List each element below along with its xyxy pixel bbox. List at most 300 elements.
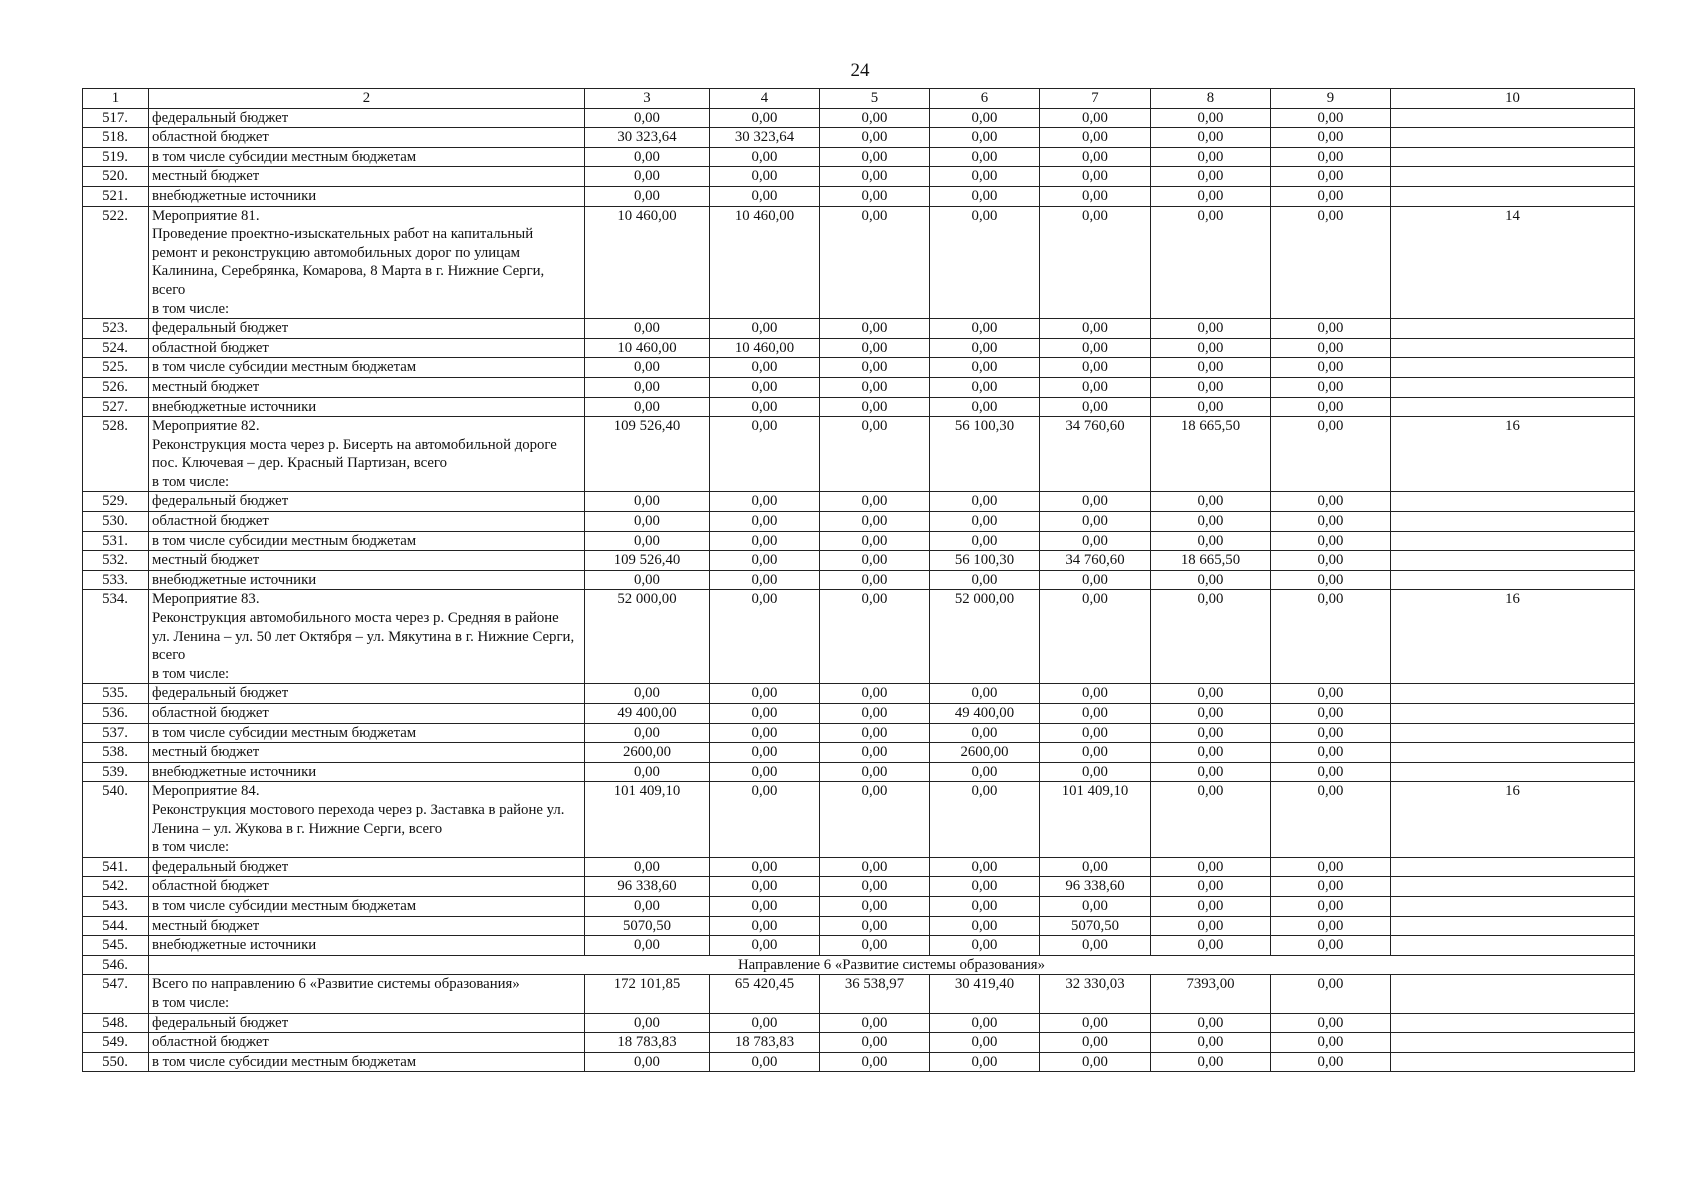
value-cell: 52 000,00 (585, 590, 710, 684)
reference-cell (1391, 916, 1635, 936)
reference-cell (1391, 1033, 1635, 1053)
value-cell: 0,00 (820, 1013, 930, 1033)
value-cell: 0,00 (710, 877, 820, 897)
row-number: 528. (83, 417, 149, 492)
value-cell: 0,00 (1040, 377, 1151, 397)
row-name: местный бюджет (149, 743, 585, 763)
value-cell: 0,00 (820, 857, 930, 877)
value-cell: 0,00 (930, 128, 1040, 148)
value-cell: 0,00 (930, 206, 1040, 319)
value-cell: 10 460,00 (585, 338, 710, 358)
value-cell: 0,00 (930, 684, 1040, 704)
value-cell: 0,00 (1271, 551, 1391, 571)
value-cell: 101 409,10 (585, 782, 710, 857)
column-header: 7 (1040, 89, 1151, 109)
value-cell: 0,00 (585, 723, 710, 743)
value-cell: 0,00 (820, 704, 930, 724)
row-name: местный бюджет (149, 377, 585, 397)
value-cell: 0,00 (1271, 936, 1391, 956)
table-row (83, 206, 1635, 319)
column-header: 8 (1151, 89, 1271, 109)
table-row (83, 762, 1635, 782)
value-cell: 0,00 (1271, 857, 1391, 877)
row-number: 549. (83, 1033, 149, 1053)
value-cell: 18 783,83 (585, 1033, 710, 1053)
reference-cell (1391, 108, 1635, 128)
reference-cell (1391, 492, 1635, 512)
table-row (83, 186, 1635, 206)
value-cell: 0,00 (820, 782, 930, 857)
value-cell: 0,00 (1151, 319, 1271, 339)
table-row (83, 590, 1635, 684)
value-cell: 0,00 (1040, 147, 1151, 167)
column-header: 4 (710, 89, 820, 109)
value-cell: 0,00 (820, 147, 930, 167)
value-cell: 0,00 (820, 338, 930, 358)
value-cell: 0,00 (585, 1052, 710, 1072)
reference-cell (1391, 319, 1635, 339)
value-cell: 0,00 (585, 492, 710, 512)
value-cell: 0,00 (585, 319, 710, 339)
row-name: Мероприятие 81. Проведение проектно-изыскательных работ на капитальный ремонт и реконструкцию автомобильных дорог по улицам Калинина, Серебрянка, Комарова, 8 Марта в г. Нижние Серги, всего в том числе: (149, 206, 585, 319)
value-cell: 0,00 (585, 531, 710, 551)
value-cell: 0,00 (710, 743, 820, 763)
value-cell: 5070,50 (1040, 916, 1151, 936)
value-cell: 0,00 (1040, 1033, 1151, 1053)
value-cell: 0,00 (1271, 743, 1391, 763)
value-cell: 49 400,00 (930, 704, 1040, 724)
row-number: 543. (83, 896, 149, 916)
row-name: Мероприятие 83. Реконструкция автомобильного моста через р. Средняя в районе ул. Ленина – ул. 50 лет Октября – ул. Мякутина в г. Нижние Серги, всего в том числе: (149, 590, 585, 684)
value-cell: 0,00 (820, 358, 930, 378)
table-row (83, 916, 1635, 936)
value-cell: 0,00 (1271, 206, 1391, 319)
row-number: 533. (83, 570, 149, 590)
value-cell: 0,00 (1040, 723, 1151, 743)
value-cell: 0,00 (1151, 338, 1271, 358)
row-number: 550. (83, 1052, 149, 1072)
value-cell: 0,00 (1271, 128, 1391, 148)
value-cell: 0,00 (1151, 492, 1271, 512)
row-name: в том числе субсидии местным бюджетам (149, 358, 585, 378)
value-cell: 0,00 (1151, 206, 1271, 319)
value-cell: 0,00 (710, 896, 820, 916)
value-cell: 0,00 (1271, 512, 1391, 532)
value-cell: 0,00 (1040, 531, 1151, 551)
reference-cell (1391, 147, 1635, 167)
budget-table (82, 88, 1635, 1072)
column-header: 1 (83, 89, 149, 109)
reference-cell (1391, 704, 1635, 724)
value-cell: 10 460,00 (585, 206, 710, 319)
value-cell: 0,00 (1151, 857, 1271, 877)
row-name: внебюджетные источники (149, 186, 585, 206)
value-cell: 0,00 (710, 531, 820, 551)
value-cell: 0,00 (930, 338, 1040, 358)
row-number: 520. (83, 167, 149, 187)
value-cell: 0,00 (930, 1052, 1040, 1072)
value-cell: 0,00 (1040, 590, 1151, 684)
value-cell: 0,00 (1271, 397, 1391, 417)
value-cell: 0,00 (1151, 590, 1271, 684)
value-cell: 0,00 (1151, 147, 1271, 167)
row-name: местный бюджет (149, 551, 585, 571)
value-cell: 0,00 (1040, 704, 1151, 724)
value-cell: 0,00 (1151, 512, 1271, 532)
reference-cell: 14 (1391, 206, 1635, 319)
row-number: 539. (83, 762, 149, 782)
value-cell: 18 665,50 (1151, 417, 1271, 492)
value-cell: 0,00 (710, 147, 820, 167)
value-cell: 56 100,30 (930, 551, 1040, 571)
table-row (83, 108, 1635, 128)
value-cell: 0,00 (930, 896, 1040, 916)
table-row (83, 531, 1635, 551)
value-cell: 0,00 (1271, 338, 1391, 358)
value-cell: 0,00 (1271, 108, 1391, 128)
value-cell: 0,00 (1040, 492, 1151, 512)
value-cell: 0,00 (820, 743, 930, 763)
value-cell: 0,00 (1271, 1033, 1391, 1053)
row-name: федеральный бюджет (149, 857, 585, 877)
value-cell: 0,00 (1151, 896, 1271, 916)
value-cell: 0,00 (930, 936, 1040, 956)
value-cell: 0,00 (1271, 877, 1391, 897)
row-name: в том числе субсидии местным бюджетам (149, 531, 585, 551)
row-number: 547. (83, 975, 149, 1013)
value-cell: 0,00 (1271, 704, 1391, 724)
value-cell: 0,00 (1040, 1013, 1151, 1033)
row-number: 548. (83, 1013, 149, 1033)
value-cell: 0,00 (930, 167, 1040, 187)
value-cell: 101 409,10 (1040, 782, 1151, 857)
value-cell: 0,00 (930, 108, 1040, 128)
value-cell: 0,00 (1151, 377, 1271, 397)
reference-cell (1391, 975, 1635, 1013)
row-name: в том числе субсидии местным бюджетам (149, 147, 585, 167)
value-cell: 0,00 (1151, 743, 1271, 763)
reference-cell: 16 (1391, 417, 1635, 492)
row-number: 529. (83, 492, 149, 512)
value-cell: 49 400,00 (585, 704, 710, 724)
value-cell: 2600,00 (585, 743, 710, 763)
value-cell: 0,00 (710, 936, 820, 956)
value-cell: 0,00 (820, 1033, 930, 1053)
table-row (83, 417, 1635, 492)
row-name: в том числе субсидии местным бюджетам (149, 723, 585, 743)
value-cell: 0,00 (1271, 358, 1391, 378)
reference-cell (1391, 684, 1635, 704)
value-cell: 0,00 (710, 762, 820, 782)
value-cell: 0,00 (585, 377, 710, 397)
value-cell: 0,00 (1151, 877, 1271, 897)
value-cell: 0,00 (820, 551, 930, 571)
value-cell: 0,00 (930, 319, 1040, 339)
value-cell: 0,00 (820, 377, 930, 397)
value-cell: 0,00 (1271, 723, 1391, 743)
value-cell: 0,00 (710, 684, 820, 704)
table-row (83, 1033, 1635, 1053)
value-cell: 0,00 (1271, 975, 1391, 1013)
row-number: 534. (83, 590, 149, 684)
value-cell: 0,00 (585, 896, 710, 916)
row-name: областной бюджет (149, 877, 585, 897)
value-cell: 0,00 (820, 108, 930, 128)
value-cell: 0,00 (1271, 684, 1391, 704)
value-cell: 0,00 (1271, 1013, 1391, 1033)
value-cell: 0,00 (710, 916, 820, 936)
row-number: 517. (83, 108, 149, 128)
value-cell: 0,00 (820, 397, 930, 417)
reference-cell (1391, 512, 1635, 532)
value-cell: 0,00 (820, 570, 930, 590)
value-cell: 0,00 (585, 108, 710, 128)
value-cell: 0,00 (1151, 762, 1271, 782)
value-cell: 34 760,60 (1040, 551, 1151, 571)
value-cell: 7393,00 (1151, 975, 1271, 1013)
value-cell: 0,00 (710, 782, 820, 857)
value-cell: 0,00 (1040, 1052, 1151, 1072)
reference-cell (1391, 338, 1635, 358)
value-cell: 10 460,00 (710, 338, 820, 358)
value-cell: 0,00 (820, 916, 930, 936)
value-cell: 172 101,85 (585, 975, 710, 1013)
row-number: 546. (83, 955, 149, 975)
value-cell: 0,00 (710, 377, 820, 397)
value-cell: 0,00 (820, 492, 930, 512)
table-row (83, 704, 1635, 724)
column-header: 10 (1391, 89, 1635, 109)
value-cell: 0,00 (1040, 186, 1151, 206)
table-row (83, 319, 1635, 339)
value-cell: 0,00 (930, 762, 1040, 782)
value-cell: 0,00 (710, 857, 820, 877)
value-cell: 0,00 (930, 186, 1040, 206)
table-row (83, 936, 1635, 956)
reference-cell (1391, 358, 1635, 378)
value-cell: 0,00 (585, 186, 710, 206)
row-name: в том числе субсидии местным бюджетам (149, 1052, 585, 1072)
value-cell: 0,00 (585, 167, 710, 187)
row-number: 530. (83, 512, 149, 532)
reference-cell (1391, 877, 1635, 897)
value-cell: 0,00 (710, 186, 820, 206)
value-cell: 0,00 (1040, 108, 1151, 128)
row-number: 545. (83, 936, 149, 956)
value-cell: 0,00 (710, 590, 820, 684)
value-cell: 0,00 (1040, 206, 1151, 319)
table-row (83, 512, 1635, 532)
value-cell: 0,00 (710, 1013, 820, 1033)
reference-cell (1391, 128, 1635, 148)
row-name: Мероприятие 84. Реконструкция мостового перехода через р. Заставка в районе ул. Ленина – ул. Жукова в г. Нижние Серги, всего в том числе: (149, 782, 585, 857)
value-cell: 0,00 (1040, 128, 1151, 148)
reference-cell: 16 (1391, 782, 1635, 857)
value-cell: 0,00 (820, 723, 930, 743)
value-cell: 0,00 (930, 397, 1040, 417)
value-cell: 0,00 (1040, 319, 1151, 339)
reference-cell (1391, 167, 1635, 187)
value-cell: 0,00 (930, 531, 1040, 551)
value-cell: 0,00 (930, 877, 1040, 897)
value-cell: 0,00 (585, 570, 710, 590)
value-cell: 0,00 (585, 358, 710, 378)
value-cell: 0,00 (1040, 896, 1151, 916)
table-row (83, 147, 1635, 167)
row-number: 535. (83, 684, 149, 704)
reference-cell: 16 (1391, 590, 1635, 684)
value-cell: 5070,50 (585, 916, 710, 936)
table-row (83, 1052, 1635, 1072)
value-cell: 0,00 (930, 492, 1040, 512)
value-cell: 0,00 (820, 531, 930, 551)
row-number: 532. (83, 551, 149, 571)
table-row (83, 492, 1635, 512)
value-cell: 0,00 (1271, 782, 1391, 857)
value-cell: 0,00 (1151, 186, 1271, 206)
value-cell: 32 330,03 (1040, 975, 1151, 1013)
row-number: 540. (83, 782, 149, 857)
table-row (83, 377, 1635, 397)
value-cell: 0,00 (930, 1033, 1040, 1053)
value-cell: 0,00 (710, 319, 820, 339)
value-cell: 0,00 (820, 512, 930, 532)
value-cell: 0,00 (1271, 896, 1391, 916)
row-number: 525. (83, 358, 149, 378)
table-row (83, 723, 1635, 743)
row-number: 531. (83, 531, 149, 551)
reference-cell (1391, 397, 1635, 417)
reference-cell (1391, 723, 1635, 743)
reference-cell (1391, 1052, 1635, 1072)
row-name: областной бюджет (149, 128, 585, 148)
row-name: областной бюджет (149, 704, 585, 724)
value-cell: 0,00 (1040, 397, 1151, 417)
table-row (83, 955, 1635, 975)
value-cell: 0,00 (930, 723, 1040, 743)
reference-cell (1391, 377, 1635, 397)
page-number: 24 (850, 60, 870, 81)
table-row (83, 167, 1635, 187)
value-cell: 0,00 (930, 512, 1040, 532)
value-cell: 56 100,30 (930, 417, 1040, 492)
row-name: федеральный бюджет (149, 1013, 585, 1033)
row-name: местный бюджет (149, 916, 585, 936)
row-number: 538. (83, 743, 149, 763)
value-cell: 30 419,40 (930, 975, 1040, 1013)
value-cell: 0,00 (1271, 570, 1391, 590)
value-cell: 0,00 (1040, 167, 1151, 187)
row-name: областной бюджет (149, 512, 585, 532)
row-number: 536. (83, 704, 149, 724)
value-cell: 0,00 (930, 782, 1040, 857)
column-header: 2 (149, 89, 585, 109)
row-number: 527. (83, 397, 149, 417)
value-cell: 0,00 (820, 319, 930, 339)
value-cell: 0,00 (1151, 397, 1271, 417)
table-row (83, 896, 1635, 916)
value-cell: 0,00 (1271, 492, 1391, 512)
value-cell: 96 338,60 (585, 877, 710, 897)
value-cell: 109 526,40 (585, 417, 710, 492)
reference-cell (1391, 551, 1635, 571)
table-row (83, 570, 1635, 590)
value-cell: 0,00 (930, 377, 1040, 397)
value-cell: 0,00 (1040, 358, 1151, 378)
row-name: Всего по направлению 6 «Развитие системы образования» в том числе: (149, 975, 585, 1013)
row-name: областной бюджет (149, 338, 585, 358)
row-number: 522. (83, 206, 149, 319)
value-cell: 0,00 (820, 590, 930, 684)
column-header-row (83, 89, 1635, 109)
value-cell: 0,00 (1151, 128, 1271, 148)
row-name: внебюджетные источники (149, 936, 585, 956)
value-cell: 0,00 (1151, 570, 1271, 590)
value-cell: 0,00 (820, 186, 930, 206)
value-cell: 0,00 (710, 704, 820, 724)
value-cell: 0,00 (710, 570, 820, 590)
value-cell: 0,00 (710, 108, 820, 128)
value-cell: 0,00 (930, 147, 1040, 167)
value-cell: 65 420,45 (710, 975, 820, 1013)
value-cell: 0,00 (820, 128, 930, 148)
value-cell: 0,00 (585, 936, 710, 956)
value-cell: 0,00 (1271, 377, 1391, 397)
value-cell: 0,00 (585, 147, 710, 167)
value-cell: 0,00 (1271, 186, 1391, 206)
table-row (83, 782, 1635, 857)
value-cell: 52 000,00 (930, 590, 1040, 684)
value-cell: 0,00 (820, 684, 930, 704)
reference-cell (1391, 186, 1635, 206)
value-cell: 0,00 (1040, 338, 1151, 358)
table-body (83, 89, 1635, 1072)
row-number: 541. (83, 857, 149, 877)
row-name: областной бюджет (149, 1033, 585, 1053)
value-cell: 0,00 (1040, 570, 1151, 590)
value-cell: 0,00 (1151, 1033, 1271, 1053)
table-row (83, 975, 1635, 1013)
row-number: 526. (83, 377, 149, 397)
value-cell: 18 783,83 (710, 1033, 820, 1053)
row-name: федеральный бюджет (149, 684, 585, 704)
value-cell: 0,00 (930, 857, 1040, 877)
row-number: 519. (83, 147, 149, 167)
table-row (83, 128, 1635, 148)
table-row (83, 338, 1635, 358)
row-number: 523. (83, 319, 149, 339)
value-cell: 0,00 (710, 512, 820, 532)
value-cell: 18 665,50 (1151, 551, 1271, 571)
row-number: 524. (83, 338, 149, 358)
value-cell: 109 526,40 (585, 551, 710, 571)
table-row (83, 551, 1635, 571)
row-name: федеральный бюджет (149, 492, 585, 512)
reference-cell (1391, 570, 1635, 590)
value-cell: 0,00 (1151, 723, 1271, 743)
row-name: федеральный бюджет (149, 319, 585, 339)
reference-cell (1391, 1013, 1635, 1033)
value-cell: 0,00 (1271, 417, 1391, 492)
value-cell: 0,00 (585, 397, 710, 417)
value-cell: 0,00 (820, 762, 930, 782)
value-cell: 0,00 (710, 358, 820, 378)
value-cell: 0,00 (1151, 782, 1271, 857)
value-cell: 36 538,97 (820, 975, 930, 1013)
table-row (83, 743, 1635, 763)
value-cell: 34 760,60 (1040, 417, 1151, 492)
value-cell: 0,00 (1151, 358, 1271, 378)
